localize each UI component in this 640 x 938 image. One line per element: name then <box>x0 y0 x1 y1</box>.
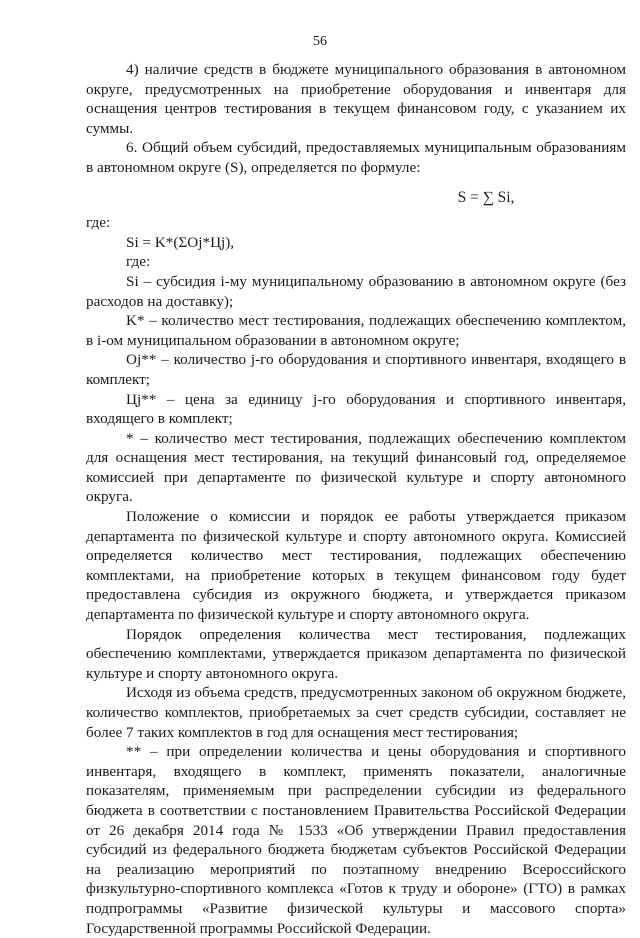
where-label-second: где: <box>126 253 151 271</box>
note-double-star: ** – при определении количества и цены оборудования и спортивного инвентаря, входящего в комплект, применять показатели, аналогичные показателям, применяемым при распределении субсидии из федерального бюджета в соответствии с постановлением Правительства Российской Федерации от 26 декабря 2014 года № 1533 «Об утверждении Правил предоставления субсидий из федерального бюджета бюджетам субъектов Российской Федерации на реализацию мероприятий по поэтапному внедрению Всероссийского физкультурно-спортивного комплекса «Готов к труду и обороне» (ГТО) в рамках подпрограммы «Развитие физической культуры и массового спорта» Государственной программы Российской Федерации. <box>86 743 626 937</box>
definition-oj: Oj** – количество j-го оборудования и спортивного инвентаря, входящего в комплект; <box>86 351 626 388</box>
definition-cj: Цj** – цена за единицу j-го оборудования и спортивного инвентаря, входящего в комплект; <box>86 390 626 428</box>
document-body <box>86 60 626 938</box>
paragraph-funds-availability: 4) наличие средств в бюджете муниципального образования в автономном округе, предусмотренных на приобретение оборудования и инвентаря для оснащения центров тестирования в текущем финансовом году, с указанием их суммы. <box>86 61 626 137</box>
formula-subsidy-per-municipality: Si = K*(ΣOj*Цj), <box>126 233 235 251</box>
page-number: 56 <box>313 34 327 49</box>
paragraph-commission: Положение о комиссии и порядок ее работы утверждается приказом департамента по физической культуре и спорту автономного округа. Комиссией определяется количество мест тестирования, подлежащих обеспечению комплектами, на приобретение которых в текущем финансовом году будет предоставлена субсидия из окружного бюджета, и утверждается приказом департамента по физической культуре и спорту автономного округа. <box>86 508 626 624</box>
paragraph-order: Порядок определения количества мест тестирования, подлежащих обеспечению комплектами, утверждается приказом департамента по физической культуре и спорту автономного округа. <box>86 625 626 682</box>
paragraph-volume: Исходя из объема средств, предусмотренных законом об окружном бюджете, количество комплектов, приобретаемых за счет средств субсидии, составляет не более 7 таких комплектов в год для оснащения мест тестирования; <box>86 684 626 741</box>
definition-si: Si – субсидия i-му муниципальному образованию в автономном округе (без расходов на доставку); <box>86 272 626 310</box>
paragraph-total-subsidy: 6. Общий объем субсидий, предоставляемых муниципальным образованиям в автономном округе (S), определяется по формуле: <box>86 139 626 176</box>
definition-k: K* – количество мест тестирования, подлежащих обеспечению комплектом, в i-ом муниципальном образовании в автономном округе; <box>86 312 626 349</box>
formula-total-subsidy: S = ∑ Si, <box>457 188 515 206</box>
note-single-star: * – количество мест тестирования, подлежащих обеспечению комплектом для оснащения мест тестирования, на текущий финансовый год, определяемое комиссией при департаменте по физической культуре и спорту автономного округа. <box>86 429 626 506</box>
where-label: где: <box>86 214 111 232</box>
